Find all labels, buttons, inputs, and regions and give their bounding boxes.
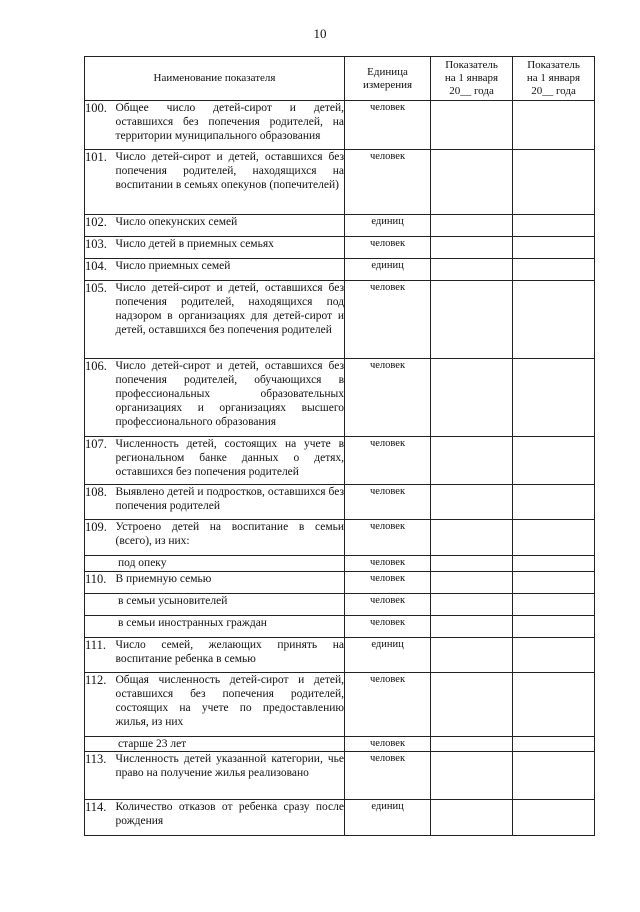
value-cell-1[interactable]	[431, 359, 513, 437]
row-number: 105.	[85, 281, 116, 359]
unit-cell: человек	[345, 281, 431, 359]
unit-cell: человек	[345, 150, 431, 215]
value-cell-2[interactable]	[513, 101, 595, 150]
table-row	[85, 150, 595, 215]
row-number: 113.	[85, 752, 116, 800]
indicator-name: Выявлено детей и подростков, оставшихся без попечения родителей	[116, 485, 345, 520]
value-cell-1[interactable]	[431, 737, 513, 752]
value-cell-2[interactable]	[513, 638, 595, 673]
header-value-2: Показатель на 1 января 20__ года	[513, 57, 595, 101]
indicator-name: в семьи иностранных граждан	[85, 616, 345, 638]
value-cell-1[interactable]	[431, 485, 513, 520]
table-header-row	[85, 57, 595, 101]
unit-cell: человек	[345, 485, 431, 520]
unit-cell: человек	[345, 556, 431, 572]
value-cell-1[interactable]	[431, 259, 513, 281]
unit-cell: человек	[345, 616, 431, 638]
value-cell-2[interactable]	[513, 150, 595, 215]
value-cell-2[interactable]	[513, 737, 595, 752]
value-cell-1[interactable]	[431, 520, 513, 556]
unit-cell: человек	[345, 101, 431, 150]
value-cell-2[interactable]	[513, 572, 595, 594]
indicator-name: Число детей в приемных семьях	[116, 237, 345, 259]
value-cell-2[interactable]	[513, 752, 595, 800]
value-cell-1[interactable]	[431, 752, 513, 800]
unit-cell: человек	[345, 237, 431, 259]
value-cell-1[interactable]	[431, 215, 513, 237]
indicator-name: Количество отказов от ребенка сразу после рождения	[116, 800, 345, 836]
value-cell-2[interactable]	[513, 259, 595, 281]
table-row	[85, 572, 595, 594]
unit-cell: человек	[345, 437, 431, 485]
header-indicator-name: Наименование показателя	[85, 57, 345, 101]
value-cell-1[interactable]	[431, 437, 513, 485]
indicator-name: Число семей, желающих принять на воспитание ребенка в семью	[116, 638, 345, 673]
indicator-name: Устроено детей на воспитание в семьи (всего), из них:	[116, 520, 345, 556]
value-cell-1[interactable]	[431, 101, 513, 150]
indicator-name: старше 23 лет	[85, 737, 345, 752]
value-cell-1[interactable]	[431, 638, 513, 673]
row-number: 111.	[85, 638, 116, 673]
table-row	[85, 520, 595, 556]
value-cell-2[interactable]	[513, 556, 595, 572]
value-cell-2[interactable]	[513, 800, 595, 836]
value-cell-2[interactable]	[513, 359, 595, 437]
indicator-name: Общая численность детей-сирот и детей, оставшихся без попечения родителей, состоящих на учете по предоставлению жилья, из них	[116, 673, 345, 737]
value-cell-1[interactable]	[431, 556, 513, 572]
value-cell-2[interactable]	[513, 237, 595, 259]
header-value-1: Показатель на 1 января 20__ года	[431, 57, 513, 101]
value-cell-1[interactable]	[431, 594, 513, 616]
table-row	[85, 800, 595, 836]
table-row	[85, 101, 595, 150]
row-number: 103.	[85, 237, 116, 259]
row-number: 108.	[85, 485, 116, 520]
unit-cell: единиц	[345, 800, 431, 836]
value-cell-1[interactable]	[431, 616, 513, 638]
value-cell-1[interactable]	[431, 237, 513, 259]
row-number: 109.	[85, 520, 116, 556]
table-row	[85, 237, 595, 259]
unit-cell: человек	[345, 752, 431, 800]
table-row	[85, 485, 595, 520]
unit-cell: человек	[345, 520, 431, 556]
table-row	[85, 616, 595, 638]
table-row	[85, 215, 595, 237]
value-cell-1[interactable]	[431, 572, 513, 594]
value-cell-1[interactable]	[431, 673, 513, 737]
indicator-name: Число детей-сирот и детей, оставшихся без попечения родителей, находящихся под надзором в организациях для детей-сирот и детей, оставшихся без попечения родителей	[116, 281, 345, 359]
table-row	[85, 737, 595, 752]
indicator-name: Численность детей указанной категории, чье право на получение жилья реализовано	[116, 752, 345, 800]
value-cell-2[interactable]	[513, 437, 595, 485]
row-number: 102.	[85, 215, 116, 237]
unit-cell: человек	[345, 359, 431, 437]
unit-cell: единиц	[345, 215, 431, 237]
indicator-name: Численность детей, состоящих на учете в региональном банке данных о детях, оставшихся без попечения родителей	[116, 437, 345, 485]
unit-cell: единиц	[345, 259, 431, 281]
row-number: 107.	[85, 437, 116, 485]
table-row	[85, 281, 595, 359]
row-number: 100.	[85, 101, 116, 150]
indicator-name: Число приемных семей	[116, 259, 345, 281]
value-cell-2[interactable]	[513, 215, 595, 237]
indicator-name: В приемную семью	[116, 572, 345, 594]
row-number: 110.	[85, 572, 116, 594]
table-row	[85, 437, 595, 485]
unit-cell: человек	[345, 594, 431, 616]
value-cell-1[interactable]	[431, 150, 513, 215]
indicator-name: Общее число детей-сирот и детей, оставшихся без попечения родителей, на территории муниципального образования	[116, 101, 345, 150]
row-number: 112.	[85, 673, 116, 737]
value-cell-2[interactable]	[513, 281, 595, 359]
value-cell-2[interactable]	[513, 594, 595, 616]
row-number: 104.	[85, 259, 116, 281]
unit-cell: человек	[345, 572, 431, 594]
value-cell-1[interactable]	[431, 800, 513, 836]
indicator-name: Число детей-сирот и детей, оставшихся без попечения родителей, обучающихся в профессиональных образовательных организациях и организациях высшего профессионального образования	[116, 359, 345, 437]
table-row	[85, 359, 595, 437]
value-cell-1[interactable]	[431, 281, 513, 359]
table-row	[85, 638, 595, 673]
indicators-table	[84, 56, 595, 836]
indicator-name: под опеку	[85, 556, 345, 572]
value-cell-2[interactable]	[513, 520, 595, 556]
table-row	[85, 673, 595, 737]
value-cell-2[interactable]	[513, 616, 595, 638]
value-cell-2[interactable]	[513, 485, 595, 520]
unit-cell: единиц	[345, 638, 431, 673]
unit-cell: человек	[345, 673, 431, 737]
indicator-name: Число детей-сирот и детей, оставшихся без попечения родителей, находящихся на воспитании в семьях опекунов (попечителей)	[116, 150, 345, 215]
unit-cell: человек	[345, 737, 431, 752]
page-number: 10	[313, 26, 327, 41]
row-number: 101.	[85, 150, 116, 215]
table-row	[85, 259, 595, 281]
value-cell-2[interactable]	[513, 673, 595, 737]
header-unit: Единица измерения	[345, 57, 431, 101]
table-row	[85, 594, 595, 616]
indicator-name: Число опекунских семей	[116, 215, 345, 237]
row-number: 114.	[85, 800, 116, 836]
table-row	[85, 556, 595, 572]
table-row	[85, 752, 595, 800]
row-number: 106.	[85, 359, 116, 437]
indicator-name: в семьи усыновителей	[85, 594, 345, 616]
